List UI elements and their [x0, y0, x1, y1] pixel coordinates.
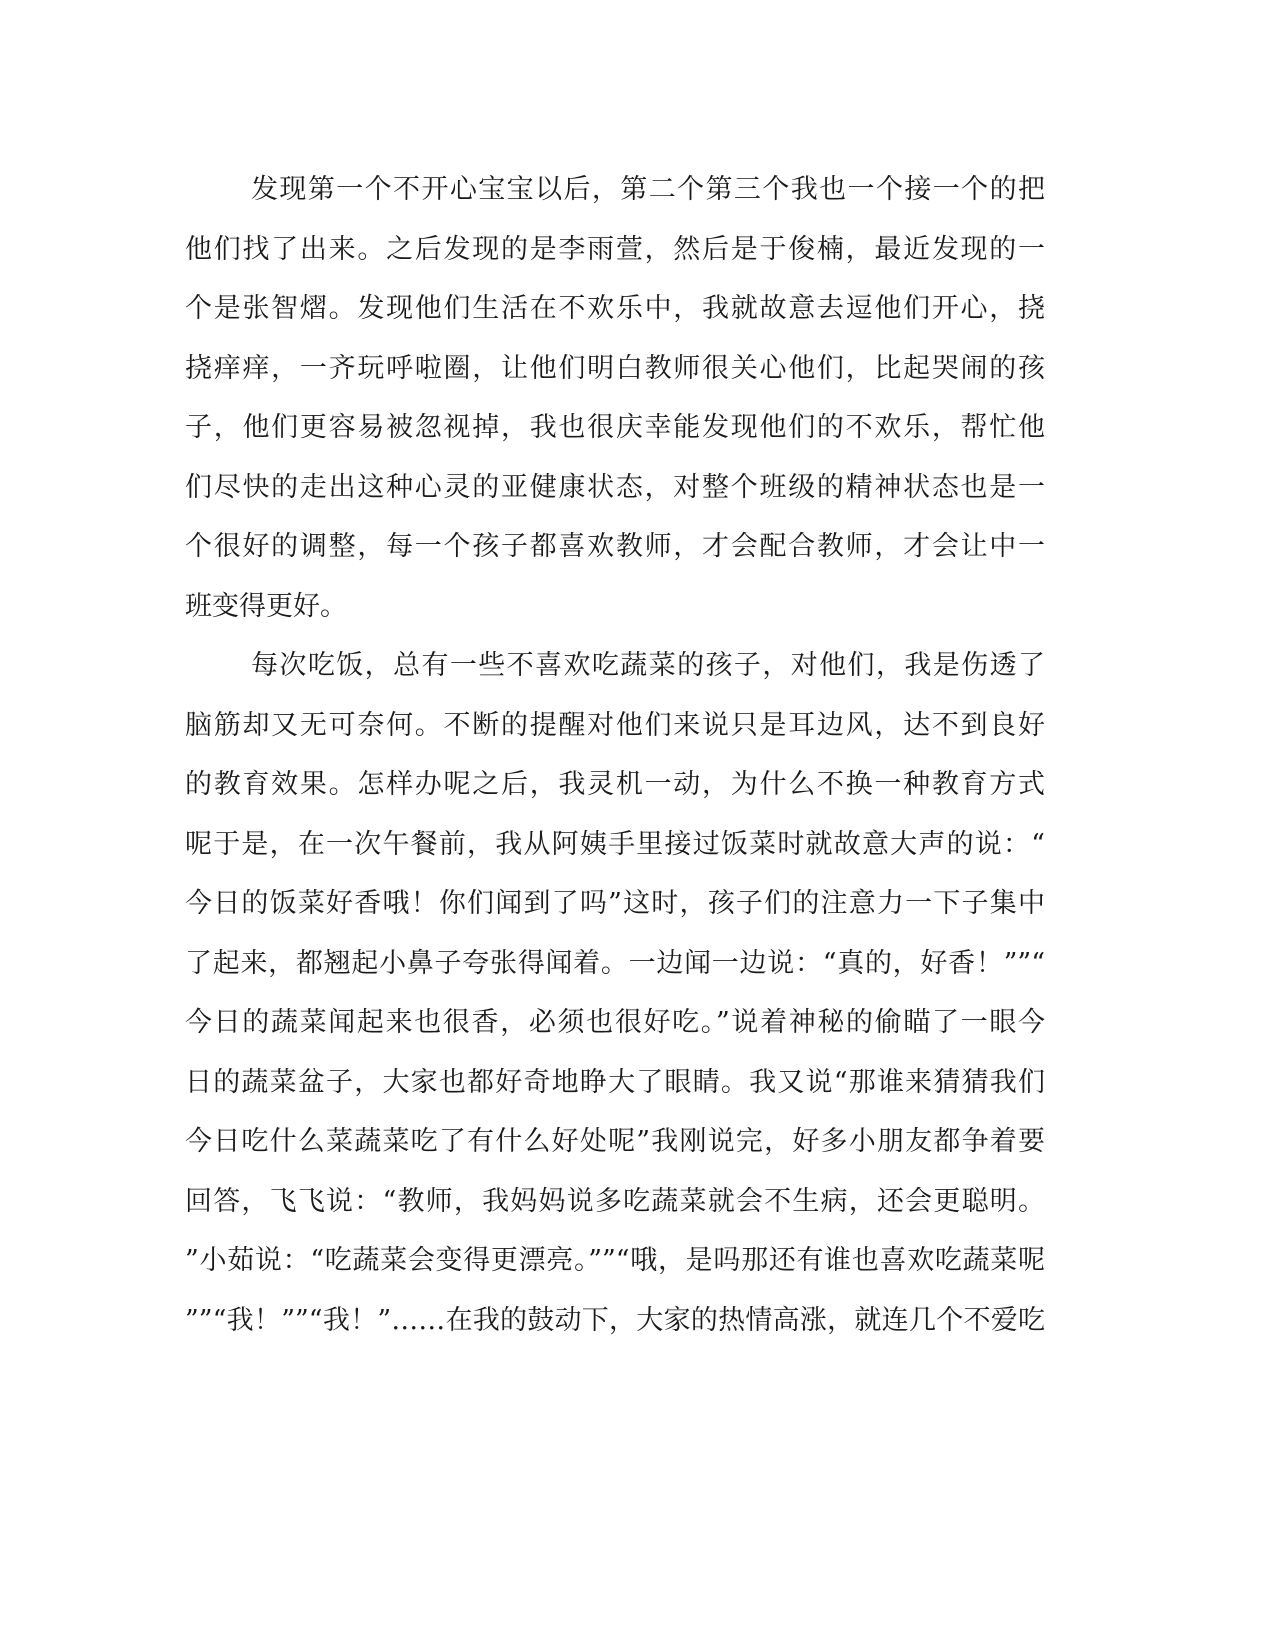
text-line: 挠痒痒，一齐玩呼啦圈，让他们明白教师很关心他们，比起哭闹的孩 [185, 352, 1045, 384]
text-line: 发现第一个不开心宝宝以后，第二个第三个我也一个接一个的把 [251, 174, 1045, 205]
text-line: 脑筋却又无可奈何。不断的提醒对他们来说只是耳边风，达不到良好 [185, 709, 1045, 741]
text-line: 个是张智熠。发现他们生活在不欢乐中，我就故意去逗他们开心，挠 [185, 293, 1045, 324]
text-line: 们尽快的走出这种心灵的亚健康状态，对整个班级的精神状态也是一 [185, 471, 1045, 503]
text-line: 他们找了出来。之后发现的是李雨萱，然后是于俊楠，最近发现的一 [185, 233, 1045, 265]
text-line: 了起来，都翘起小鼻子夸张得闻着。一边闻一边说：“真的，好香！””“ [185, 947, 1045, 979]
text-line: 每次吃饭，总有一些不喜欢吃蔬菜的孩子，对他们，我是伤透了 [251, 650, 1045, 681]
text-line: 今日的蔬菜闻起来也很香，必须也很好吃。”说着神秘的偷瞄了一眼今 [185, 1007, 1045, 1038]
text-line: 今日的饭菜好香哦！你们闻到了吗”这时，孩子们的注意力一下子集中 [185, 888, 1045, 919]
text-line: 班变得更好。 [185, 590, 347, 622]
text-line: 个很好的调整，每一个孩子都喜欢教师，才会配合教师，才会让中一 [185, 531, 1045, 562]
paragraph-2 [185, 636, 1045, 1350]
text-line: 回答，飞飞说：“教师，我妈妈说多吃蔬菜就会不生病，还会更聪明。 [185, 1185, 1045, 1217]
text-line: 呢于是，在一次午餐前，我从阿姨手里接过饭菜时就故意大声的说：“ [185, 828, 1045, 860]
text-line: 今日吃什么菜蔬菜吃了有什么好处呢”我刚说完，好多小朋友都争着要 [185, 1126, 1045, 1157]
text-line: 子，他们更容易被忽视掉，我也很庆幸能发现他们的不欢乐，帮忙他 [185, 412, 1045, 443]
text-line: ””“我！””“我！”……在我的鼓动下，大家的热情高涨，就连几个不爱吃 [185, 1304, 1045, 1336]
text-line: 的教育效果。怎样办呢之后，我灵机一动，为什么不换一种教育方式 [185, 769, 1045, 800]
document-body [185, 160, 1045, 1350]
paragraph-1 [185, 160, 1045, 636]
text-line: 日的蔬菜盆子，大家也都好奇地睁大了眼睛。我又说“那谁来猜猜我们 [185, 1066, 1045, 1098]
text-line: ”小茹说：“吃蔬菜会变得更漂亮。””“哦，是吗那还有谁也喜欢吃蔬菜呢 [185, 1245, 1045, 1276]
